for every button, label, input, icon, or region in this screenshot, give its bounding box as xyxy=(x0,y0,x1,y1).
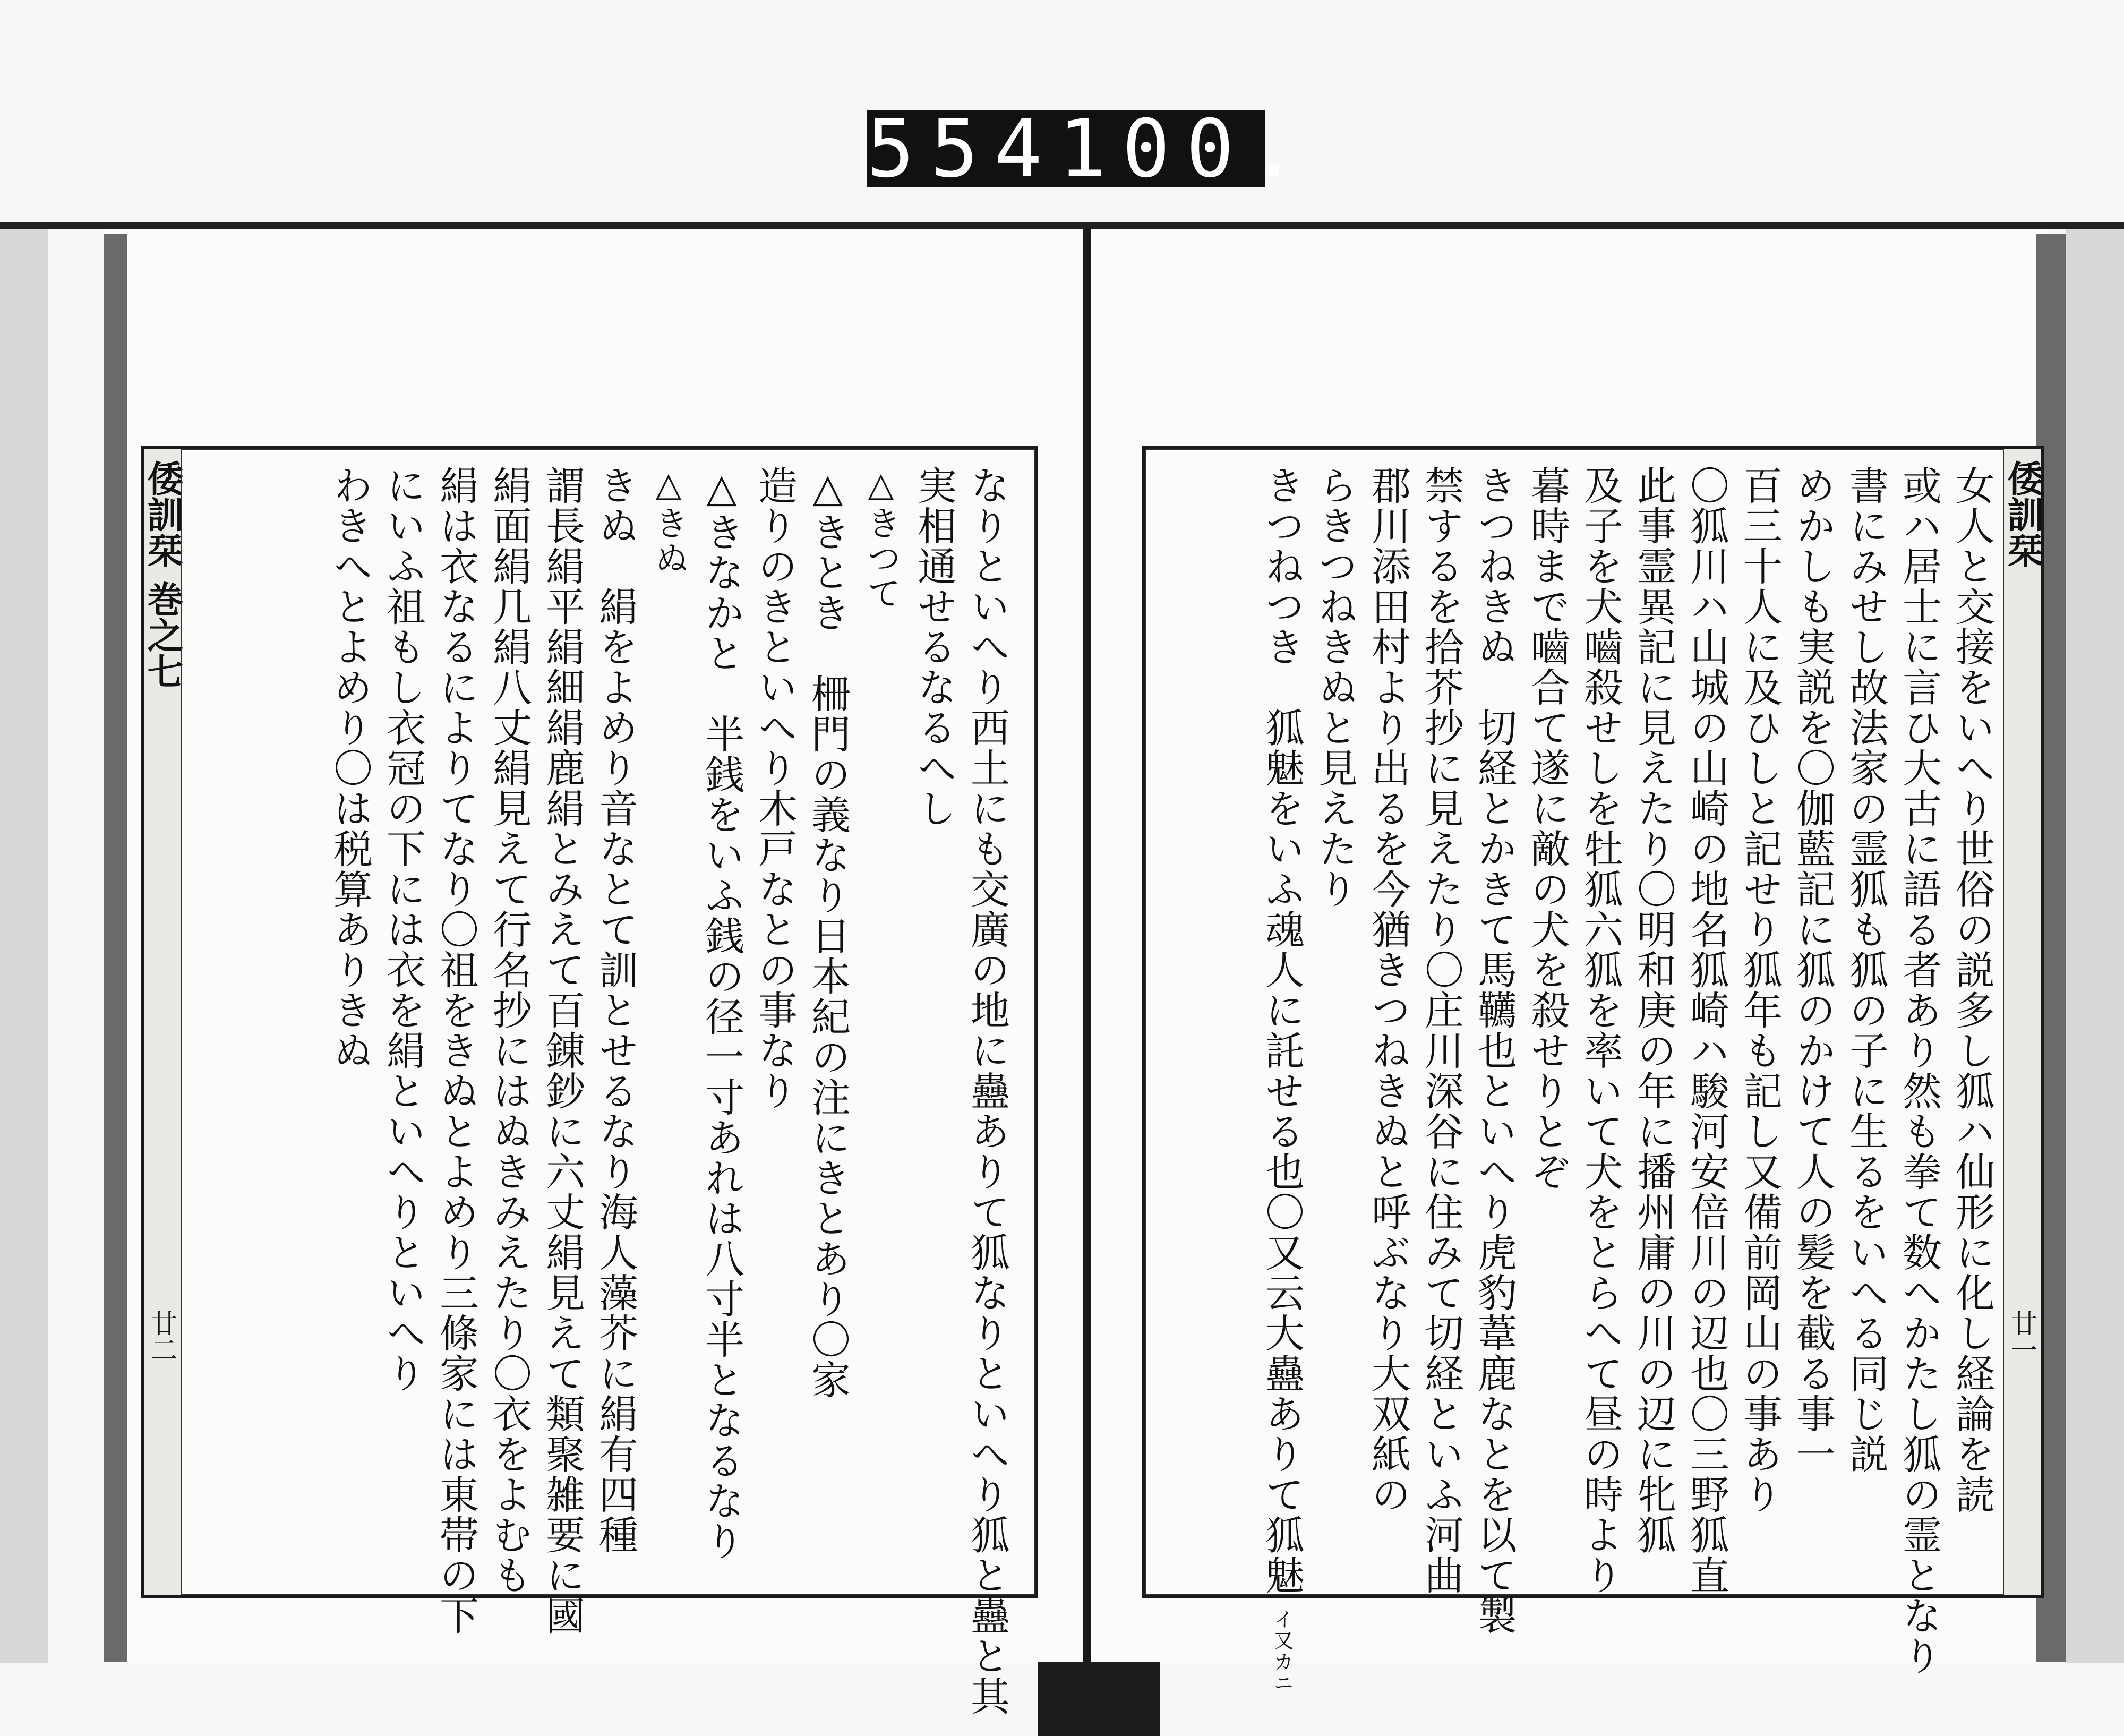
text-line: わきへとよめり〇は税算ありきぬ xyxy=(327,465,373,1071)
margin-note: イ又カニ xyxy=(1270,1609,1294,1694)
text-line: 謂長絹平絹細絹鹿絹とみえて百錬鈔に六丈絹見えて類聚雑要に國 xyxy=(539,465,585,1636)
left-page-edge xyxy=(104,234,127,1662)
entry-line: △きなかと 半銭をいふ銭の径一寸あれは八寸半となるなり xyxy=(699,465,744,1561)
text-line: 或ハ居士に言ひ大古に語る者あり然も拳て数へかたし狐の霊となり xyxy=(1896,465,1942,1676)
text-line: 郡川添田村より出るを今猶きつねきぬと呼ぶなり大双紙の xyxy=(1365,465,1411,1515)
left-folio: 廿二 xyxy=(147,1310,177,1363)
entry-line xyxy=(1255,465,1308,1694)
spine-volume-text: 巻之七 xyxy=(141,580,184,689)
bottom-binding-tab xyxy=(1038,1662,1160,1736)
right-spine-title: 倭訓栞 xyxy=(2001,460,2044,568)
entry-line: △きとき 柵門の義なり日本紀の注にきとあり〇家 xyxy=(805,465,851,1400)
left-page-spine xyxy=(141,449,184,1595)
binding-gutter xyxy=(1083,228,1091,1673)
entry-heading: △きつて xyxy=(861,465,901,611)
right-outer-edge xyxy=(2066,229,2124,1663)
text-line: にいふ祖もし衣冠の下には衣を絹といへりといへり xyxy=(380,465,426,1393)
left-spine-title xyxy=(141,460,184,689)
left-outer-edge xyxy=(0,229,48,1663)
right-folio: 廿一 xyxy=(2007,1310,2037,1363)
text-line: 女人と交接をいへり世俗の説多し狐ハ仙形に化し経論を読 xyxy=(1949,465,1995,1515)
text-line: 禁するを拾芥抄に見えたり〇庄川深谷に住みて切経といふ河曲 xyxy=(1418,465,1464,1595)
accession-number: 554 xyxy=(867,102,1058,195)
text-line: なりといへり西土にも交廣の地に蠱ありて狐なりといへり狐と蠱と其 xyxy=(964,465,1010,1716)
left-text-frame xyxy=(141,446,1038,1716)
text-line: 書にみせし故法家の霊狐も狐の子に生るをいへる同じ説 xyxy=(1843,465,1889,1474)
text-line: 絹面絹几絹八丈絹見えて行名抄にはぬきみえたり〇衣をよむも xyxy=(486,465,532,1595)
text-line: きぬ 絹をよめり音なとて訓とせるなり海人藻芥に絹有四種 xyxy=(593,465,638,1555)
text-line: らきつねきぬと見えたり xyxy=(1312,465,1358,909)
text-line: 及子を犬嚙殺せしを牡狐六狐を率いて犬をとらへて昼の時より xyxy=(1578,465,1623,1595)
entry-heading: △きぬ xyxy=(649,465,688,576)
text-line: 此事霊異記に見えたり〇明和庚の年に播州庸の川の辺に牝狐 xyxy=(1631,465,1676,1555)
right-text-frame xyxy=(1142,446,2044,1694)
text-line: 絹は衣なるによりてなり〇祖をきぬとよめり三條家には東帯の下 xyxy=(433,465,479,1636)
spread-top-edge xyxy=(0,222,2124,229)
text-line: 造りのきといへり木戸なとの事なり xyxy=(752,465,798,1111)
accession-label xyxy=(867,102,1314,195)
right-page-spine xyxy=(2001,449,2044,1595)
entry-line: きつねきぬ 切経とかきて馬韉也といへり虎豹葦鹿なとを以て製 xyxy=(1471,465,1517,1636)
text-line: めかしも実説を〇伽藍記に狐のかけて人の髪を截る事一 xyxy=(1790,465,1836,1474)
text-line: 暮時まで嚙合て遂に敵の犬を殺せりとぞ xyxy=(1525,465,1570,1192)
right-text-column-block xyxy=(1166,455,1999,1694)
text-line: 百三十人に及ひしと記せり狐年も記し又備前岡山の事あり xyxy=(1737,465,1783,1515)
accession-count: 100. xyxy=(1058,102,1314,195)
text-line: 実相通せるなるへし xyxy=(911,465,957,828)
left-text-column-block xyxy=(186,455,1014,1716)
entry-text: きつねつき 狐魅をいふ魂人に託せる也〇又云大蠱ありて狐魅 xyxy=(1259,465,1305,1595)
text-line: 〇狐川ハ山城の山崎の地名狐崎ハ駿河安倍川の辺也〇三野狐直 xyxy=(1684,465,1729,1595)
spine-title-text: 倭訓栞 xyxy=(141,460,184,568)
